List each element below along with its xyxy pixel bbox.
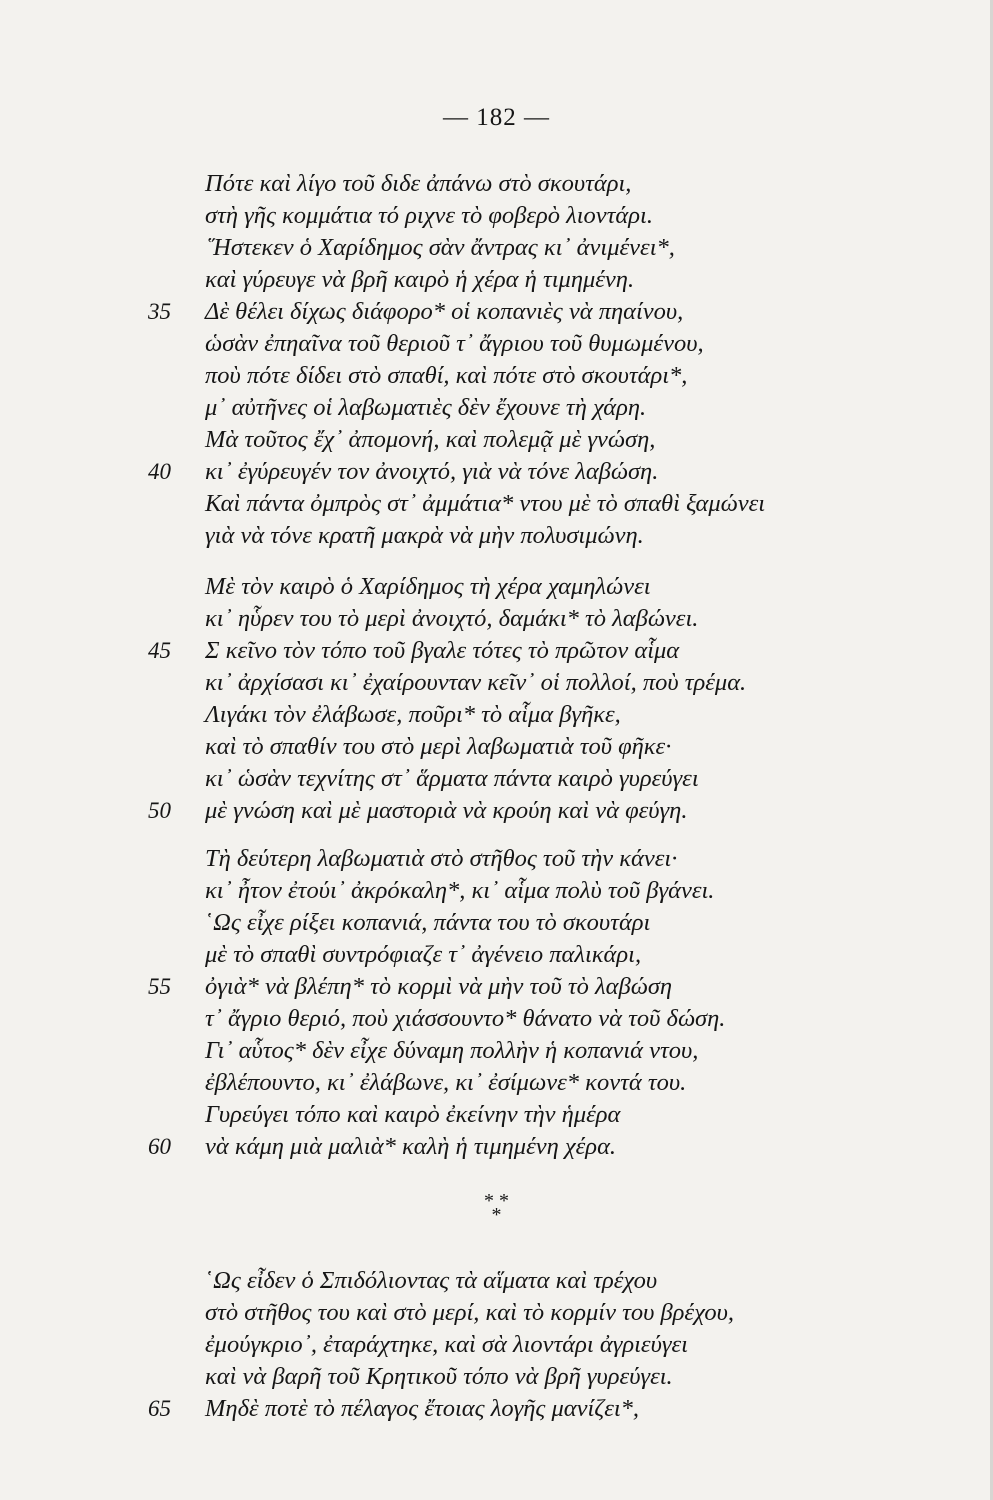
verse-line: κι᾽ ἦτον ἐτούι᾽ ἀκρόκαλη*, κι᾽ αἷμα πολὺ τοῦ βγάνει. <box>205 877 715 904</box>
verse-line: ἐβλέπουντο, κι᾽ ἐλάβωνε, κι᾽ ἐσίμωνε* κοντά του. <box>205 1069 687 1096</box>
page-number: — 182 — <box>443 104 550 131</box>
verse-line: Δὲ θέλει δίχως διάφορο* οἱ κοπανιὲς νὰ πηαίνου, <box>205 298 684 325</box>
verse-line: κι᾽ ἐγύρευγέν τον ἀνοιχτό, γιὰ νὰ τόνε λαβώση. <box>205 458 659 485</box>
verse-line: κι᾽ ὡσὰν τεχνίτης στ᾽ ἅρματα πάντα καιρὸ γυρεύγει <box>205 765 699 792</box>
verse-line: κι᾽ ηὗρεν του τὸ μερὶ ἀνοιχτό, δαμάκι* τὸ λαβώνει. <box>205 605 699 632</box>
verse-line: Τὴ δεύτερη λαβωματιὰ στὸ στῆθος τοῦ τὴν κάνει· <box>205 845 678 872</box>
section-separator-asterisks: * * * <box>484 1190 509 1226</box>
verse-line: μὲ γνώση καὶ μὲ μαστοριὰ νὰ κρούη καὶ νὰ φεύγη. <box>205 797 688 824</box>
verse-line: Γυρεύγει τόπο καὶ καιρὸ ἐκείνην τὴν ἡμέρα <box>205 1101 621 1128</box>
verse-line: νὰ κάμη μιὰ μαλιὰ* καλὴ ἡ τιμημένη χέρα. <box>205 1133 617 1160</box>
verse-line: ὀγιὰ* νὰ βλέπη* τὸ κορμὶ νὰ μὴν τοῦ τὸ λαβώση <box>205 973 673 1000</box>
line-number: 35 <box>148 299 171 324</box>
verse-line: ῾Ως εἶχε ρίξει κοπανιά, πάντα του τὸ σκουτάρι <box>205 909 651 936</box>
verse-line: Πότε καὶ λίγο τοῦ διδε ἀπάνω στὸ σκουτάρι, <box>205 170 632 197</box>
verse-line: γιὰ νὰ τόνε κρατῆ μακρὰ νὰ μὴν πολυσιμώνη. <box>205 522 644 549</box>
verse-line: Μὲ τὸν καιρὸ ὁ Χαρίδημος τὴ χέρα χαμηλώνει <box>205 573 651 600</box>
verse-line: ῞Ηστεκεν ὁ Χαρίδημος σὰν ἄντρας κι᾽ ἀνιμένει*, <box>205 234 675 261</box>
verse-line: καὶ τὸ σπαθίν του στὸ μερὶ λαβωματιὰ τοῦ φῆκε· <box>205 733 672 760</box>
verse-line: Καὶ πάντα ὀμπρὸς στ᾽ ἀμμάτια* ντου μὲ τὸ σπαθὶ ξαμώνει <box>205 490 766 517</box>
verse-line: τ᾽ ἄγριο θεριό, ποὺ χιάσσουντο* θάνατο νὰ τοῦ δώση. <box>205 1005 726 1032</box>
verse-line: Γι᾽ αὗτος* δὲν εἶχε δύναμη πολλὴν ἡ κοπανιά ντου, <box>205 1037 699 1064</box>
verse-line: ὡσὰν ἐπηαῖνα τοῦ θεριοῦ τ᾽ ἄγριου τοῦ θυμωμένου, <box>205 330 704 357</box>
verse-line: ῾Ως εἶδεν ὁ Σπιδόλιοντας τὰ αἵματα καὶ τρέχου <box>205 1267 658 1294</box>
line-number: 55 <box>148 974 171 999</box>
verse-line: Μὰ τοῦτος ἔχ᾽ ἀπομονή, καὶ πολεμᾷ μὲ γνώση, <box>205 426 656 453</box>
verse-line: Μηδὲ ποτὲ τὸ πέλαγος ἔτοιας λογῆς μανίζει*, <box>205 1395 640 1422</box>
verse-line: στὴ γῆς κομμάτια τό ριχνε τὸ φοβερὸ λιοντάρι. <box>205 202 653 229</box>
verse-line: στὸ στῆθος του καὶ στὸ μερί, καὶ τὸ κορμίν του βρέχου, <box>205 1299 734 1326</box>
verse-line: κι᾽ ἀρχίσασι κι᾽ ἐχαίρουνταν κεῖν᾽ οἱ πολλοί, ποὺ τρέμα. <box>205 669 747 696</box>
verse-line: ποὺ πότε δίδει στὸ σπαθί, καὶ πότε στὸ σκουτάρι*, <box>205 362 688 389</box>
line-number: 50 <box>148 798 171 823</box>
verse-line: Σ κεῖνο τὸν τόπο τοῦ βγαλε τότες τὸ πρῶτον αἷμα <box>205 637 680 664</box>
verse-line: Λιγάκι τὸν ἐλάβωσε, ποῦρι* τὸ αἷμα βγῆκε, <box>205 701 621 728</box>
line-number: 60 <box>148 1134 171 1159</box>
line-number: 45 <box>148 638 171 663</box>
line-number: 65 <box>148 1396 171 1421</box>
verse-line: καὶ γύρευγε νὰ βρῆ καιρὸ ἡ χέρα ἡ τιμημένη. <box>205 266 635 293</box>
line-number: 40 <box>148 459 171 484</box>
verse-line: μ᾽ αὐτῆνες οἱ λαβωματιὲς δὲν ἔχουνε τὴ χάρη. <box>205 394 647 421</box>
verse-line: ἐμούγκριο᾽, ἐταράχτηκε, καὶ σὰ λιοντάρι ἀγριεύγει <box>205 1331 688 1358</box>
verse-line: καὶ νὰ βαρῆ τοῦ Κρητικοῦ τόπο νὰ βρῆ γυρεύγει. <box>205 1363 673 1390</box>
verse-line: μὲ τὸ σπαθὶ συντρόφιαζε τ᾽ ἀγένειο παλικάρι, <box>205 941 642 968</box>
